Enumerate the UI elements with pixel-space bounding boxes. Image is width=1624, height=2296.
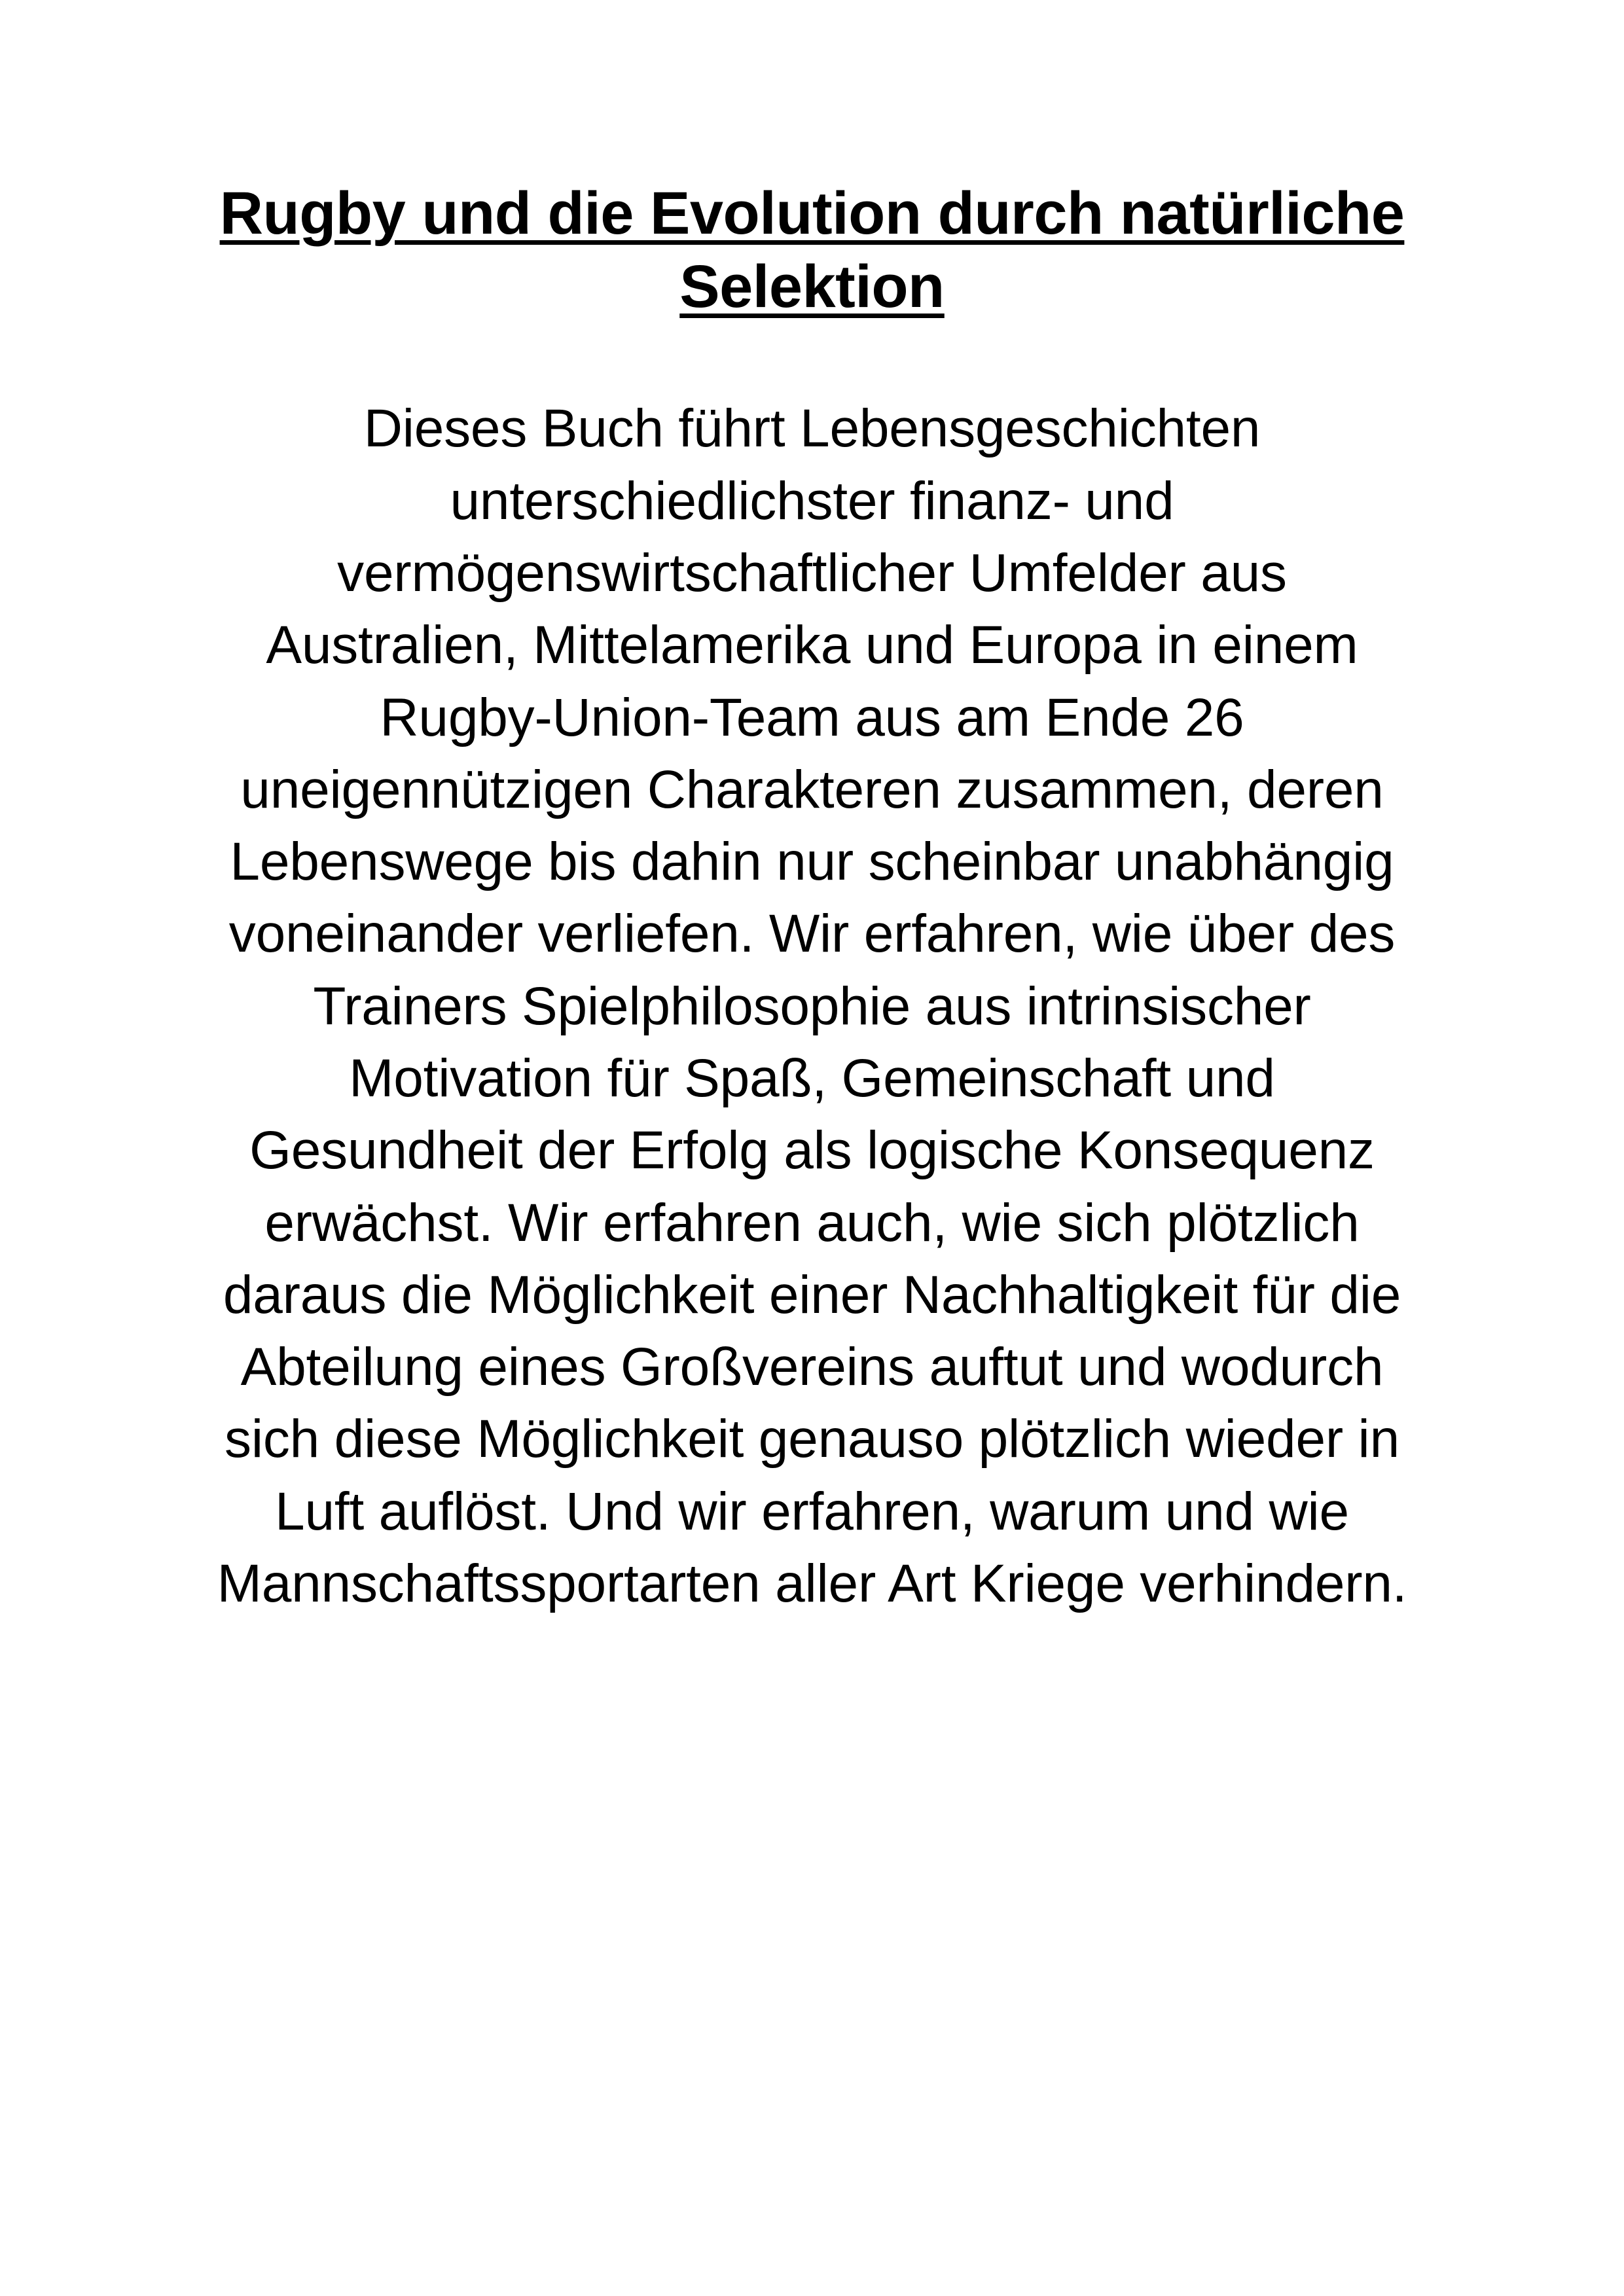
document-paragraph: Dieses Buch führt Lebensgeschichten unterschiedlichster finanz- und vermögenswirtschaftlicher Umfelder aus Australien, Mittelamerika und Europa in einem Rugby-Union-Team aus am Ende 26 uneigennützigen Charakteren zusammen, deren Lebenswege bis dahin nur scheinbar unabhängig voneinander verliefen. Wir erfahren, wie über des Trainers Spielphilosophie aus intrinsischer Motivation für Spaß, Gemeinschaft und Gesundheit der Erfolg als logische Konsequenz erwächst. Wir erfahren auch, wie sich plötzlich daraus die Möglichkeit einer Nachhaltigkeit für die Abteilung eines Großvereins auftut und wodurch sich diese Möglichkeit genauso plötzlich wieder in Luft auflöst. Und wir erfahren, warum und wie Mannschaftssportarten aller Art Kriege verhindern. (217, 399, 1407, 1613)
page-title: Rugby und die Evolution durch natürliche Selektion (219, 180, 1405, 321)
